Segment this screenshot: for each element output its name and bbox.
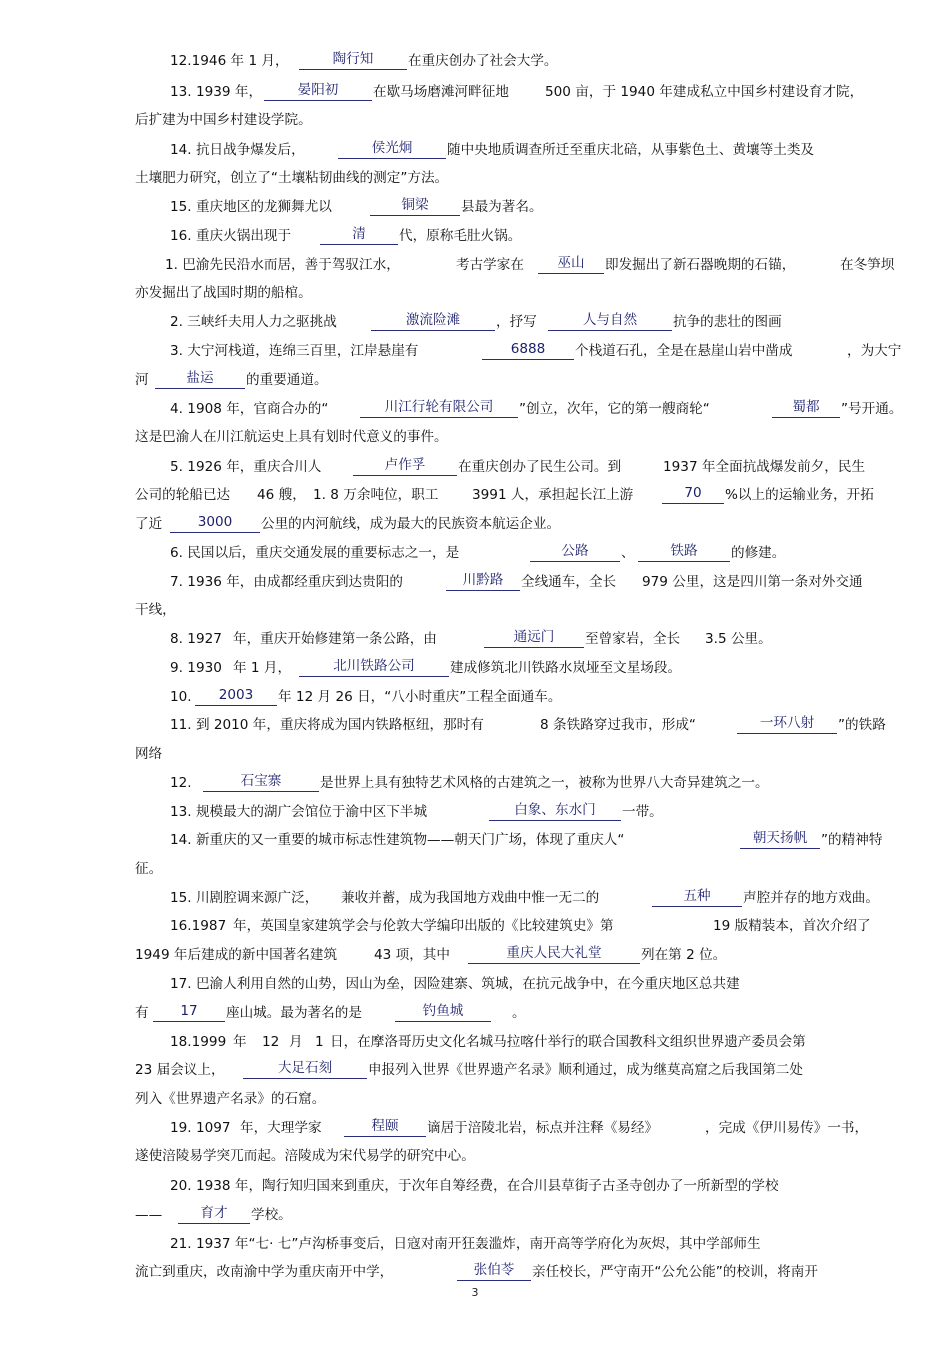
- filled-blank-answer: 巫山: [538, 254, 604, 274]
- text-line: [0, 772, 950, 794]
- question-text: 8. 1927: [170, 631, 222, 647]
- question-text: 1. 巴渝先民沿水而居，善于驾驭江水，: [165, 257, 400, 273]
- question-text: 声腔并存的地方戏曲。: [743, 890, 879, 906]
- filled-blank-answer: 一环八射: [737, 714, 837, 734]
- filled-blank-answer: 卢作孚: [353, 456, 457, 476]
- filled-blank-answer: 2003: [195, 686, 277, 706]
- question-text: 网络: [135, 746, 163, 762]
- question-text: 19. 1097: [170, 1120, 231, 1136]
- question-text: ——: [135, 1207, 163, 1223]
- question-text: 全线通车，全长: [521, 574, 617, 590]
- question-text: 3. 大宁河栈道，连绵三百里，江岸悬崖有: [170, 343, 419, 359]
- question-text: 遂使涪陵易学突兀而起。涪陵成为宋代易学的研究中心。: [135, 1148, 475, 1164]
- filled-blank-answer: 育才: [178, 1204, 250, 1224]
- question-text: 16.1987: [170, 918, 227, 934]
- question-text: 公司的轮船已达: [135, 487, 231, 503]
- question-text: 即发掘出了新石器晚期的石锚，: [605, 257, 796, 273]
- question-text: 县最为著名。: [461, 199, 543, 215]
- text-line: [0, 513, 950, 535]
- question-text: 征。: [135, 861, 163, 877]
- question-text: ”号开通。: [841, 401, 903, 417]
- question-text: 1937 年全面抗战爆发前夕，民生: [663, 459, 866, 475]
- filled-blank-answer: 五种: [652, 887, 742, 907]
- filled-blank-answer: 川江行轮有限公司: [360, 398, 518, 418]
- question-text: 46 艘，: [257, 487, 306, 503]
- text-line: [0, 196, 950, 218]
- question-text: 随中央地质调查所迁至重庆北碚，从事紫色土、黄壤等土类及: [447, 142, 815, 158]
- filled-blank-answer: 北川铁路公司: [299, 657, 449, 677]
- question-text: 500 亩，于 1940 年建成私立中国乡村建设育才院，: [545, 84, 864, 100]
- question-text: 21. 1937 年“七· 七”卢沟桥事变后，日寇对南开狂轰滥炸，南开高等学府化为灰烬，其中学部师生: [170, 1236, 761, 1252]
- text-line: [0, 81, 950, 103]
- filled-blank-answer: 朝天扬帆: [740, 829, 820, 849]
- question-text: 9. 1930: [170, 660, 222, 676]
- filled-blank-answer: 石宝寨: [203, 772, 319, 792]
- question-text: 2. 三峡纤夫用人力之驱挑战: [170, 314, 337, 330]
- text-line: [0, 456, 950, 478]
- question-text: 的重要通道。: [246, 372, 328, 388]
- text-line: [0, 225, 950, 247]
- question-text: 学校。: [251, 1207, 292, 1223]
- question-text: 5. 1926 年，重庆合川人: [170, 459, 322, 475]
- question-text: 11. 到 2010 年，重庆将成为国内铁路枢纽，那时有: [170, 717, 484, 733]
- filled-blank-answer: 晏阳初: [264, 81, 372, 101]
- filled-blank-answer: 川黔路: [446, 571, 520, 591]
- question-text: 建成修筑北川铁路水岚垭至文星场段。: [450, 660, 682, 676]
- filled-blank-answer: 70: [662, 484, 724, 504]
- question-text: ”的精神特: [821, 832, 883, 848]
- text-line: [0, 801, 950, 823]
- filled-blank-answer: 公路: [530, 542, 620, 562]
- question-text: 1: [315, 1034, 324, 1050]
- text-line: [0, 484, 950, 506]
- question-text: 公里的内河航线，成为最大的民族资本航运企业。: [261, 516, 561, 532]
- question-text: ，抒写: [496, 314, 537, 330]
- text-line: [0, 542, 950, 564]
- filled-blank-answer: 蜀都: [772, 398, 840, 418]
- question-text: 谪居于涪陵北岩，标点并注释《易经》: [427, 1120, 659, 1136]
- question-text: 8 条铁路穿过我市，形成“: [540, 717, 696, 733]
- question-text: 年，重庆开始修建第一条公路，由: [233, 631, 437, 647]
- text-line: [0, 426, 950, 448]
- question-text: 这是巴渝人在川江航运史上具有划时代意义的事件。: [135, 429, 448, 445]
- text-line: [0, 398, 950, 420]
- question-text: 亦发掘出了战国时期的船棺。: [135, 285, 312, 301]
- question-text: 13. 1939 年，: [170, 84, 263, 100]
- question-text: 是世界上具有独特艺术风格的古建筑之一，被称为世界八大奇异建筑之一。: [320, 775, 769, 791]
- filled-blank-answer: 钓鱼城: [395, 1002, 491, 1022]
- text-line: [0, 254, 950, 276]
- text-line: [0, 109, 950, 131]
- question-text: 后扩建为中国乡村建设学院。: [135, 112, 312, 128]
- question-text: 申报列入世界《世界遗产名录》顺利通过，成为继莫高窟之后我国第二处: [368, 1062, 803, 1078]
- question-text: 年 12 月 26 日，“八小时重庆”工程全面通车。: [278, 689, 562, 705]
- question-text: 个栈道石孔，全是在悬崖山岩中凿成: [575, 343, 793, 359]
- question-text: 年，英国皇家建筑学会与伦敦大学编印出版的《比较建筑史》第: [233, 918, 614, 934]
- question-text: 一带。: [622, 804, 663, 820]
- text-line: [0, 1059, 950, 1081]
- text-line: [0, 1002, 950, 1024]
- question-text: 列在第 2 位。: [641, 947, 727, 963]
- text-line: [0, 571, 950, 593]
- question-text: 14. 新重庆的又一重要的城市标志性建筑物——朝天门广场，体现了重庆人“: [170, 832, 625, 848]
- question-text: 43 项，其中: [374, 947, 450, 963]
- filled-blank-answer: 大足石刻: [243, 1059, 367, 1079]
- question-text: 12.1946 年 1 月，: [170, 53, 289, 69]
- filled-blank-answer: 3000: [170, 513, 260, 533]
- question-text: 流亡到重庆，改南渝中学为重庆南开中学，: [135, 1264, 394, 1280]
- question-text: 代，原称毛肚火锅。: [399, 228, 522, 244]
- filled-blank-answer: 清: [320, 225, 398, 245]
- question-text: 干线，: [135, 602, 176, 618]
- text-line: [0, 1145, 950, 1167]
- text-line: [0, 628, 950, 650]
- question-text: 18.1999: [170, 1034, 227, 1050]
- text-line: [0, 139, 950, 161]
- filled-blank-answer: 程颐: [344, 1117, 426, 1137]
- question-text: 12: [262, 1034, 280, 1050]
- filled-blank-answer: 白象、东水门: [489, 801, 621, 821]
- question-text: 3.5 公里。: [705, 631, 772, 647]
- question-text: 亲任校长，严守南开“公允公能”的校训，将南开: [532, 1264, 818, 1280]
- question-text: 23 届会议上，: [135, 1062, 225, 1078]
- question-text: 至曾家岩，全长: [585, 631, 681, 647]
- question-text: 土壤肥力研究，创立了“土壤粘韧曲线的测定”方法。: [135, 170, 449, 186]
- text-line: [0, 1204, 950, 1226]
- question-text: 6. 民国以后，重庆交通发展的重要标志之一，是: [170, 545, 460, 561]
- text-line: [0, 915, 950, 937]
- question-text: %以上的运输业务，开拓: [725, 487, 874, 503]
- text-line: [0, 829, 950, 851]
- text-line: [0, 50, 950, 72]
- text-line: [0, 686, 950, 708]
- question-text: 。: [512, 1005, 526, 1021]
- text-line: [0, 599, 950, 621]
- question-text: 979 公里，这是四川第一条对外交通: [642, 574, 863, 590]
- filled-blank-answer: 侯光炯: [338, 139, 446, 159]
- question-text: ，为大宁: [847, 343, 902, 359]
- filled-blank-answer: 人与自然: [548, 311, 672, 331]
- question-text: ”的铁路: [838, 717, 886, 733]
- question-text: 年: [233, 1034, 247, 1050]
- filled-blank-answer: 铜梁: [370, 196, 460, 216]
- text-line: [0, 887, 950, 909]
- question-text: 1949 年后建成的新中国著名建筑: [135, 947, 338, 963]
- question-text: 19 版精装本，首次介绍了: [713, 918, 871, 934]
- filled-blank-answer: 张伯苓: [457, 1261, 531, 1281]
- question-text: 1. 8 万余吨位，职工: [313, 487, 439, 503]
- question-text: 15. 川剧腔调来源广泛，: [170, 890, 319, 906]
- question-text: 17. 巴渝人利用自然的山势，因山为垒，因险建寨、筑城，在抗元战争中，在今重庆地区总共建: [170, 976, 740, 992]
- text-line: [0, 167, 950, 189]
- text-line: [0, 743, 950, 765]
- question-text: 、: [621, 545, 635, 561]
- text-line: [0, 1261, 950, 1283]
- filled-blank-answer: 铁路: [638, 542, 730, 562]
- question-text: 16. 重庆火锅出现于: [170, 228, 292, 244]
- question-text: ，完成《伊川易传》一书，: [705, 1120, 869, 1136]
- filled-blank-answer: 通远门: [484, 628, 584, 648]
- question-text: 兼收并蓄，成为我国地方戏曲中惟一无二的: [341, 890, 600, 906]
- question-text: 日，在摩洛哥历史文化名城马拉喀什举行的联合国教科文组织世界遗产委员会第: [330, 1034, 806, 1050]
- question-text: 年，大理学家: [240, 1120, 322, 1136]
- question-text: 在重庆创办了社会大学。: [408, 53, 558, 69]
- text-line: [0, 369, 950, 391]
- question-text: 了近: [135, 516, 163, 532]
- text-line: [0, 858, 950, 880]
- question-text: 12.: [170, 775, 192, 791]
- question-text: 在重庆创办了民生公司。到: [458, 459, 622, 475]
- question-text: 有: [135, 1005, 149, 1021]
- question-text: 3991 人，承担起长江上游: [472, 487, 634, 503]
- question-text: 14. 抗日战争爆发后，: [170, 142, 305, 158]
- filled-blank-answer: 重庆人民大礼堂: [468, 944, 640, 964]
- filled-blank-answer: 盐运: [155, 369, 245, 389]
- question-text: 的修建。: [731, 545, 786, 561]
- filled-blank-answer: 17: [153, 1002, 225, 1022]
- text-line: [0, 1233, 950, 1255]
- filled-blank-answer: 6888: [482, 340, 574, 360]
- question-text: 20. 1938 年，陶行知归国来到重庆，于次年自筹经费，在合川县草街子古圣寺创办了一所新型的学校: [170, 1178, 779, 1194]
- question-text: 4. 1908 年，官商合办的“: [170, 401, 329, 417]
- question-text: 河: [135, 372, 149, 388]
- question-text: 7. 1936 年，由成都经重庆到达贵阳的: [170, 574, 403, 590]
- text-line: [0, 714, 950, 736]
- text-line: [0, 1088, 950, 1110]
- text-line: [0, 1117, 950, 1139]
- question-text: 在歇马场磨滩河畔征地: [373, 84, 509, 100]
- text-line: [0, 282, 950, 304]
- question-text: 月: [289, 1034, 303, 1050]
- page-number: 3: [471, 1286, 479, 1299]
- question-text: ”创立，次年，它的第一艘商轮“: [519, 401, 710, 417]
- question-text: 10.: [170, 689, 192, 705]
- filled-blank-answer: 陶行知: [299, 50, 407, 70]
- text-line: [0, 1031, 950, 1053]
- text-line: [0, 973, 950, 995]
- question-text: 座山城。最为著名的是: [226, 1005, 362, 1021]
- question-text: 考古学家在: [456, 257, 524, 273]
- question-text: 年 1 月，: [233, 660, 292, 676]
- question-text: 在冬笋坝: [840, 257, 895, 273]
- text-line: [0, 311, 950, 333]
- text-line: [0, 657, 950, 679]
- text-line: [0, 944, 950, 966]
- text-line: [0, 1175, 950, 1197]
- question-text: 13. 规模最大的湖广会馆位于渝中区下半城: [170, 804, 428, 820]
- filled-blank-answer: 激流险滩: [371, 311, 495, 331]
- question-text: 15. 重庆地区的龙狮舞尤以: [170, 199, 332, 215]
- question-text: 抗争的悲壮的图画: [673, 314, 782, 330]
- text-line: [0, 340, 950, 362]
- question-text: 列入《世界遗产名录》的石窟。: [135, 1091, 326, 1107]
